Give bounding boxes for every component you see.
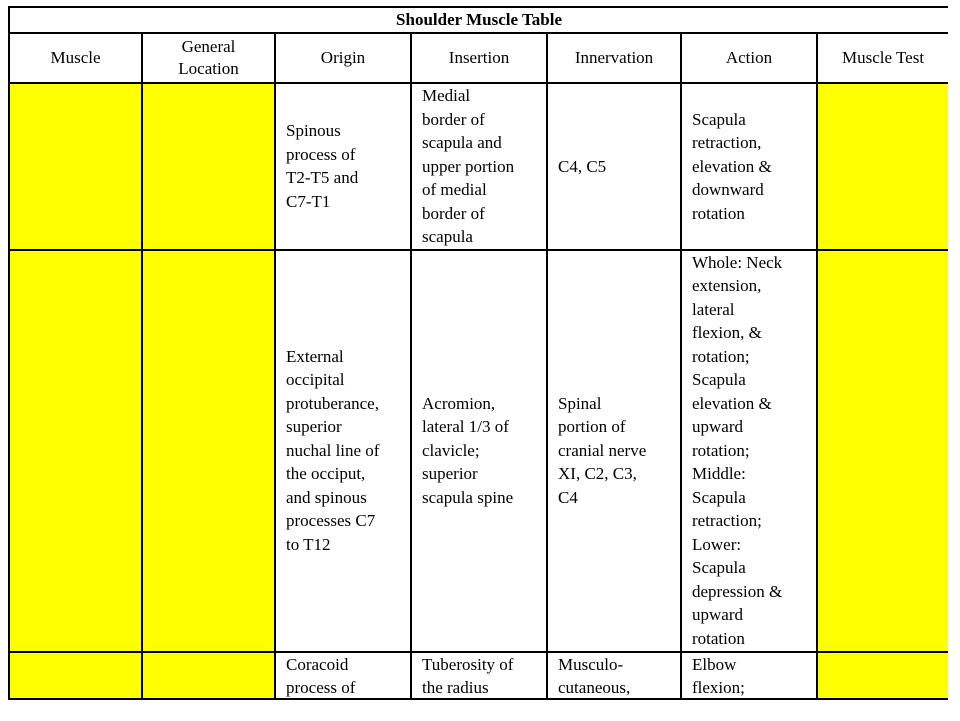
- shoulder-muscle-table: [8, 6, 948, 700]
- origin-cell: Spinous process of T2-T5 and C7-T1: [275, 83, 411, 250]
- insertion-cell: Tuberosity of the radius: [411, 652, 547, 701]
- column-header-muscle-test: Muscle Test: [817, 33, 948, 83]
- origin-cell: External occipital protuberance, superior nuchal line of the occiput, and spinous processes C7 to T12: [275, 250, 411, 652]
- innervation-cell: Spinal portion of cranial nerve XI, C2, C3, C4: [547, 250, 681, 652]
- general-location-cell: [142, 83, 275, 250]
- column-header-innervation: Innervation: [547, 33, 681, 83]
- origin-cell: Coracoid process of: [275, 652, 411, 701]
- innervation-cell: C4, C5: [547, 83, 681, 250]
- column-header-general-location: General Location: [142, 33, 275, 83]
- muscle-test-cell: [817, 83, 948, 250]
- table-row: [9, 83, 948, 250]
- insertion-cell: Medial border of scapula and upper portion of medial border of scapula: [411, 83, 547, 250]
- column-header-origin: Origin: [275, 33, 411, 83]
- table-row: [9, 652, 948, 701]
- innervation-cell: Musculo- cutaneous,: [547, 652, 681, 701]
- table-row: [9, 250, 948, 652]
- column-header-insertion: Insertion: [411, 33, 547, 83]
- insertion-cell: Acromion, lateral 1/3 of clavicle; superior scapula spine: [411, 250, 547, 652]
- action-cell: Elbow flexion;: [681, 652, 817, 701]
- general-location-cell: [142, 250, 275, 652]
- header-row: [9, 33, 948, 83]
- action-cell: Whole: Neck extension, lateral flexion, & rotation; Scapula elevation & upward rotation; Middle: Scapula retraction; Lower: Scapula depression & upward rotation: [681, 250, 817, 652]
- column-header-muscle: Muscle: [9, 33, 142, 83]
- column-header-action: Action: [681, 33, 817, 83]
- muscle-test-cell: [817, 652, 948, 701]
- muscle-cell: [9, 83, 142, 250]
- table-title: Shoulder Muscle Table: [9, 7, 948, 33]
- muscle-cell: [9, 250, 142, 652]
- action-cell: Scapula retraction, elevation & downward rotation: [681, 83, 817, 250]
- muscle-test-cell: [817, 250, 948, 652]
- general-location-cell: [142, 652, 275, 701]
- shoulder-muscle-table-container: [8, 6, 948, 700]
- muscle-cell: [9, 652, 142, 701]
